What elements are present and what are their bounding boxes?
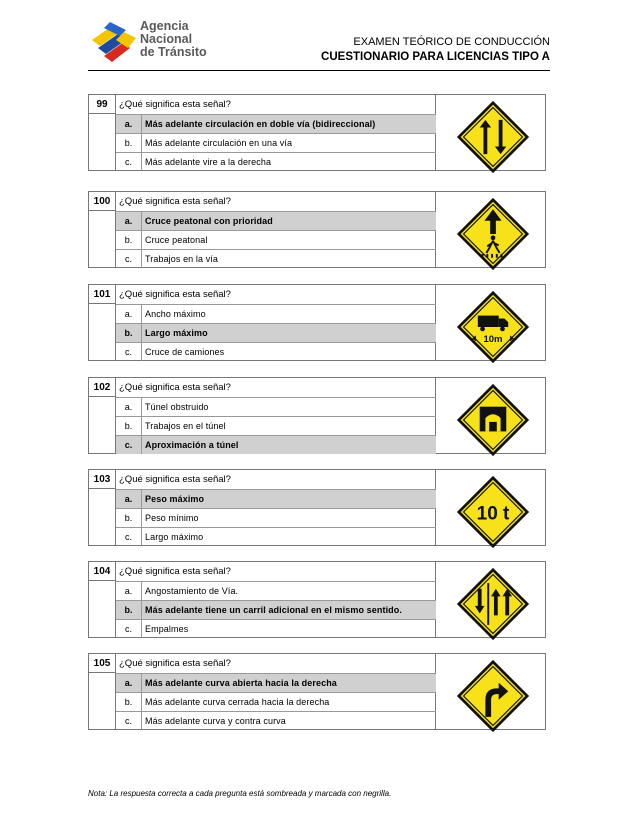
option-letter: a. [116, 490, 142, 508]
option-text: Más adelante vire a la derecha [145, 157, 272, 167]
agency-name-line3: de Tránsito [140, 45, 207, 59]
option-text: Más adelante circulación en doble vía (bidireccional) [145, 119, 376, 129]
header-divider [88, 70, 550, 71]
question-text: ¿Qué significa esta señal? [119, 196, 231, 207]
question-block [88, 94, 546, 171]
answer-option-correct [116, 673, 436, 692]
answer-option [116, 508, 436, 527]
question-block [88, 377, 546, 454]
question-text: ¿Qué significa esta señal? [119, 474, 231, 485]
answer-option [116, 711, 436, 730]
question-number: 105 [89, 654, 116, 673]
question-number: 103 [89, 470, 116, 489]
question-text: ¿Qué significa esta señal? [119, 566, 231, 577]
option-letter: c. [116, 620, 142, 638]
answer-option [116, 619, 436, 638]
answer-option [116, 230, 436, 249]
option-letter: b. [116, 601, 142, 619]
option-text: Aproximación a túnel [145, 440, 239, 450]
question-block [88, 653, 546, 730]
option-letter: a. [116, 582, 142, 600]
answer-option [116, 397, 436, 416]
question-number: 101 [89, 285, 116, 304]
added-lane-icon [455, 566, 531, 642]
option-letter: a. [116, 674, 142, 692]
option-letter: a. [116, 212, 142, 230]
question-block [88, 561, 546, 638]
answer-option [116, 249, 436, 268]
option-letter: c. [116, 712, 142, 730]
curve-right-icon [455, 658, 531, 734]
option-text: Trabajos en el túnel [145, 421, 226, 431]
option-text: Trabajos en la vía [145, 254, 219, 264]
option-letter: b. [116, 231, 142, 249]
question-block [88, 469, 546, 546]
option-letter: c. [116, 343, 142, 361]
option-letter: c. [116, 250, 142, 268]
max-weight-icon [455, 474, 531, 550]
question-text: ¿Qué significa esta señal? [119, 289, 231, 300]
sign-length-text: 10m [483, 334, 503, 346]
max-length-truck-icon [455, 289, 531, 365]
tunnel-icon [455, 382, 531, 458]
option-text: Cruce peatonal [145, 235, 208, 245]
answer-option [116, 304, 436, 323]
answer-option-correct [116, 323, 436, 342]
question-text: ¿Qué significa esta señal? [119, 99, 231, 110]
answer-option-correct [116, 600, 436, 619]
question-block [88, 284, 546, 361]
option-text: Largo máximo [145, 532, 204, 542]
answer-option-correct [116, 435, 436, 454]
answer-option-correct [116, 489, 436, 508]
page-header [0, 0, 638, 80]
option-letter: a. [116, 305, 142, 323]
question-block [88, 191, 546, 268]
option-text: Peso mínimo [145, 513, 199, 523]
option-text: Más adelante curva abierta hacia la derecha [145, 678, 337, 688]
question-number: 102 [89, 378, 116, 397]
option-text: Cruce peatonal con prioridad [145, 216, 273, 226]
option-letter: b. [116, 417, 142, 435]
option-letter: b. [116, 693, 142, 711]
answer-note: Nota: La respuesta correcta a cada pregunta está sombreada y marcada con negrilla. [88, 789, 392, 798]
option-letter: b. [116, 134, 142, 152]
answer-option [116, 152, 436, 171]
agency-name-line2: Nacional [140, 32, 193, 46]
answer-option [116, 133, 436, 152]
pedestrian-crossing-icon [455, 196, 531, 272]
option-text: Más adelante curva cerrada hacia la derecha [145, 697, 330, 707]
option-letter: c. [116, 436, 142, 454]
option-text: Túnel obstruido [145, 402, 209, 412]
answer-option [116, 342, 436, 361]
exam-subtitle: CUESTIONARIO PARA LICENCIAS TIPO A [321, 51, 550, 63]
option-text: Cruce de camiones [145, 347, 225, 357]
option-text: Más adelante tiene un carril adicional en el mismo sentido. [145, 605, 402, 615]
option-text: Empalmes [145, 624, 189, 634]
option-letter: c. [116, 153, 142, 171]
answer-option [116, 416, 436, 435]
answer-option [116, 581, 436, 600]
question-number: 99 [89, 95, 116, 114]
agency-name-line1: Agencia [140, 19, 189, 33]
option-text: Angostamiento de Vía. [145, 586, 239, 596]
option-text: Ancho máximo [145, 309, 206, 319]
option-text: Más adelante circulación en una vía [145, 138, 293, 148]
option-text: Peso máximo [145, 494, 205, 504]
question-text: ¿Qué significa esta señal? [119, 382, 231, 393]
option-letter: a. [116, 115, 142, 133]
question-number: 100 [89, 192, 116, 211]
two-way-traffic-icon [455, 99, 531, 175]
answer-option-correct [116, 114, 436, 133]
question-text: ¿Qué significa esta señal? [119, 658, 231, 669]
option-text: Largo máximo [145, 328, 208, 338]
exam-title: EXAMEN TEÓRICO DE CONDUCCIÓN [353, 36, 550, 48]
sign-weight-text: 10 t [476, 503, 510, 525]
question-number: 104 [89, 562, 116, 581]
answer-option [116, 692, 436, 711]
option-text: Más adelante curva y contra curva [145, 716, 286, 726]
option-letter: b. [116, 509, 142, 527]
option-letter: b. [116, 324, 142, 342]
answer-option [116, 527, 436, 546]
agency-name [140, 20, 207, 59]
option-letter: a. [116, 398, 142, 416]
answer-option-correct [116, 211, 436, 230]
option-letter: c. [116, 528, 142, 546]
